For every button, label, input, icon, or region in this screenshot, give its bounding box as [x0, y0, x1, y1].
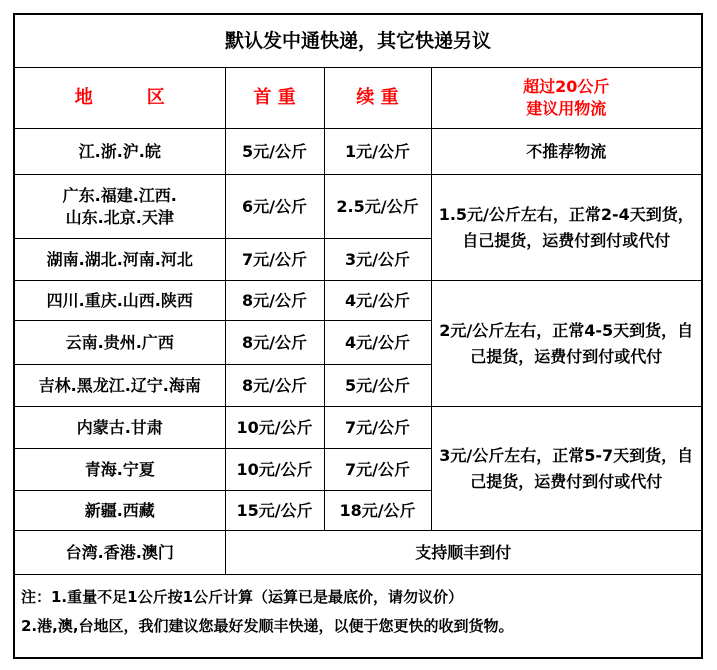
header-over-20kg-line1: 超过20公斤 [523, 77, 610, 96]
first-weight-cell: 8元/公斤 [225, 321, 324, 365]
header-over-20kg-line2: 建议用物流 [526, 99, 607, 118]
first-weight-cell: 8元/公斤 [225, 365, 324, 407]
extra-weight-cell: 4元/公斤 [324, 321, 431, 365]
shipping-rate-table [13, 13, 703, 659]
rate-table [15, 15, 701, 649]
first-weight-cell: 8元/公斤 [225, 281, 324, 321]
extra-weight-cell: 7元/公斤 [324, 407, 431, 449]
first-weight-cell: 6元/公斤 [225, 175, 324, 239]
extra-weight-cell: 7元/公斤 [324, 449, 431, 491]
region-cell: 吉林.黑龙江.辽宁.海南 [15, 365, 225, 407]
first-weight-cell: 10元/公斤 [225, 407, 324, 449]
region-cell: 青海.宁夏 [15, 449, 225, 491]
region-cell: 四川.重庆.山西.陕西 [15, 281, 225, 321]
extra-weight-cell: 18元/公斤 [324, 491, 431, 531]
extra-weight-cell: 1元/公斤 [324, 129, 431, 175]
first-weight-cell: 5元/公斤 [225, 129, 324, 175]
header-over-20kg [431, 68, 701, 129]
region-cell: 江.浙.沪.皖 [15, 129, 225, 175]
table-row [15, 175, 701, 239]
table-row [15, 281, 701, 321]
extra-weight-cell: 4元/公斤 [324, 281, 431, 321]
table-row [15, 129, 701, 175]
region-cell: 新疆.西藏 [15, 491, 225, 531]
special-note-cell: 支持顺丰到付 [225, 531, 701, 575]
notes-cell [15, 575, 701, 650]
logistics-cell: 不推荐物流 [431, 129, 701, 175]
notes-row [15, 575, 701, 650]
extra-weight-cell: 2.5元/公斤 [324, 175, 431, 239]
extra-weight-cell: 5元/公斤 [324, 365, 431, 407]
region-cell: 湖南.湖北.河南.河北 [15, 239, 225, 281]
table-title-row [15, 15, 701, 68]
table-row [15, 531, 701, 575]
region-cell: 内蒙古.甘肃 [15, 407, 225, 449]
region-line: 广东.福建.江西. [62, 185, 177, 205]
header-region: 地 区 [15, 68, 225, 129]
region-cell: 台湾.香港.澳门 [15, 531, 225, 575]
first-weight-cell: 15元/公斤 [225, 491, 324, 531]
logistics-cell: 1.5元/公斤左右，正常2-4天到货，自己提货，运费付到付或代付 [431, 175, 701, 281]
first-weight-cell: 10元/公斤 [225, 449, 324, 491]
table-title: 默认发中通快递，其它快递另议 [15, 15, 701, 68]
region-cell: 云南.贵州.广西 [15, 321, 225, 365]
header-row [15, 68, 701, 129]
first-weight-cell: 7元/公斤 [225, 239, 324, 281]
logistics-cell: 2元/公斤左右，正常4-5天到货，自己提货，运费付到付或代付 [431, 281, 701, 407]
table-row [15, 407, 701, 449]
note-line-2: 2.港,澳,台地区，我们建议您最好发顺丰快递，以便于您更快的收到货物。 [21, 617, 514, 635]
region-cell [15, 175, 225, 239]
header-extra-weight: 续 重 [324, 68, 431, 129]
extra-weight-cell: 3元/公斤 [324, 239, 431, 281]
header-first-weight: 首 重 [225, 68, 324, 129]
logistics-cell: 3元/公斤左右，正常5-7天到货，自己提货，运费付到付或代付 [431, 407, 701, 531]
region-line: 山东.北京.天津 [65, 207, 174, 227]
note-line-1: 注：1.重量不足1公斤按1公斤计算（运算已是最底价，请勿议价） [21, 588, 464, 606]
